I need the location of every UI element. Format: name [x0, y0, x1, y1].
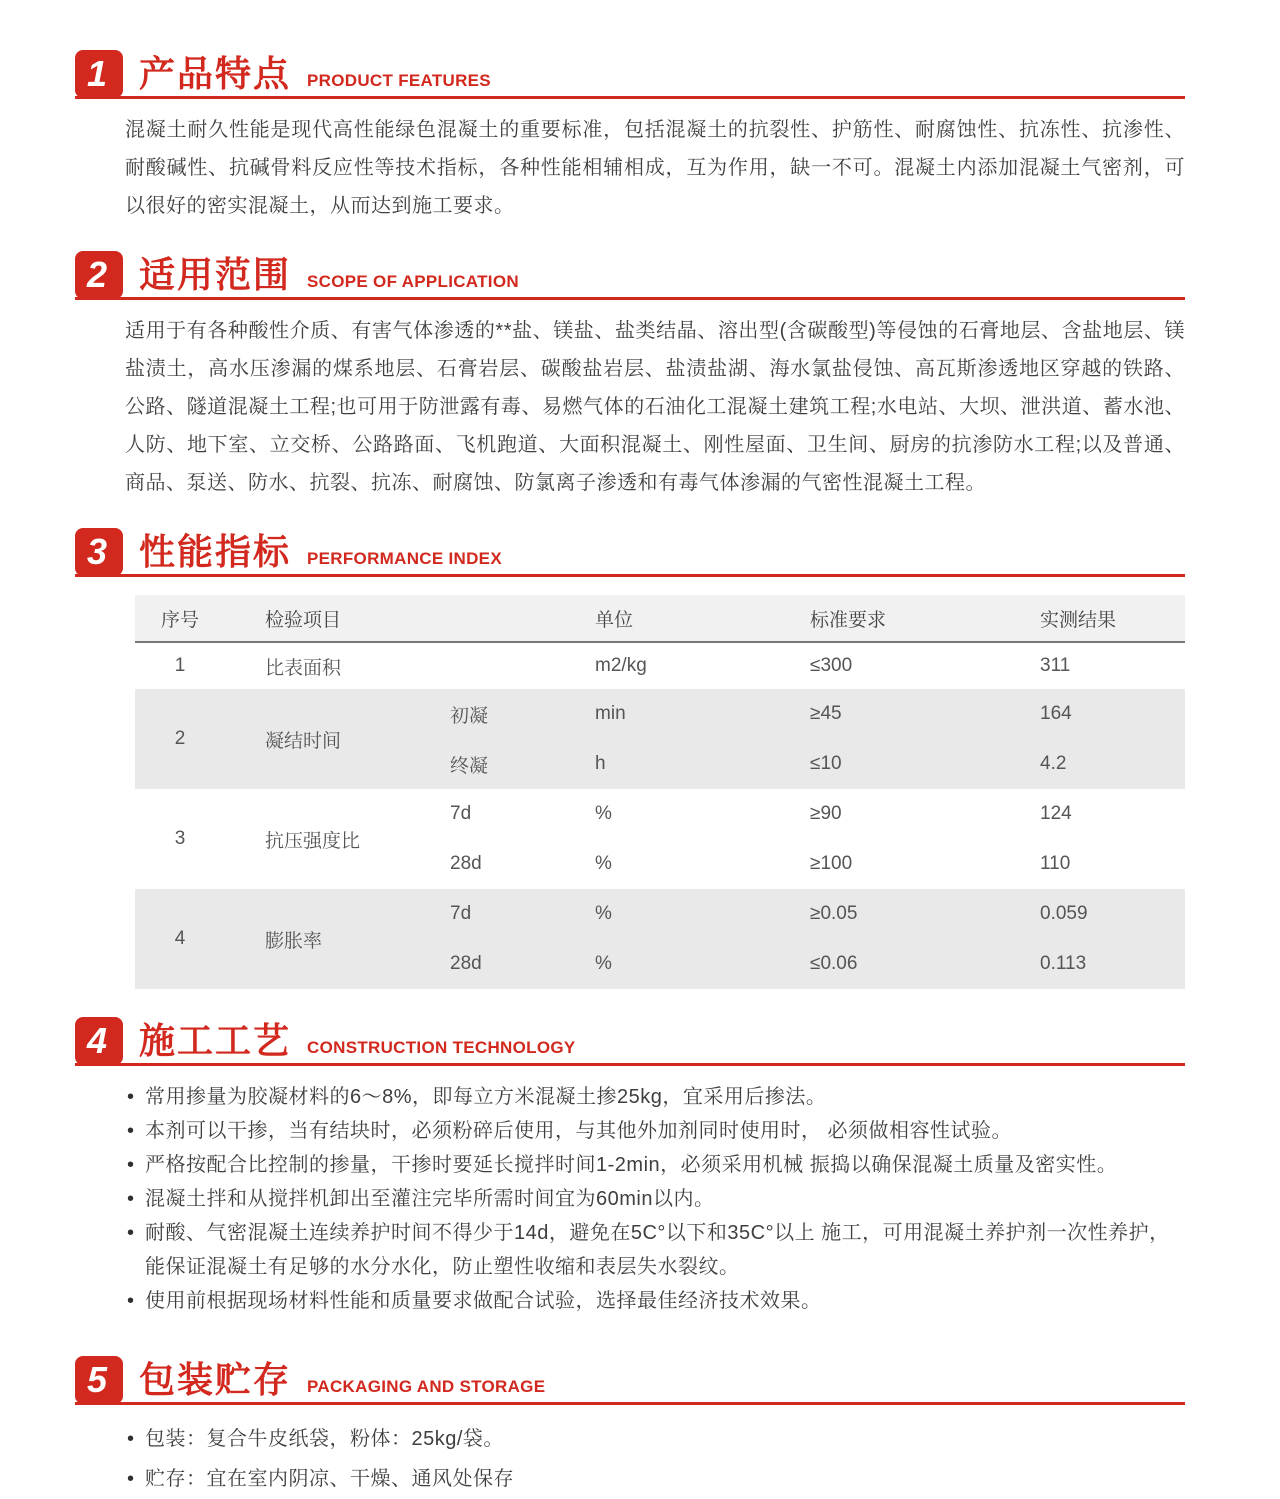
section-body-text: 混凝土耐久性能是现代高性能绿色混凝土的重要标准，包括混凝土的抗裂性、护筋性、耐腐蚀性、抗冻性、抗渗性、耐酸碱性、抗碱骨料反应性等技术指标，各种性能相辅相成，互为作用，缺一不可。混凝土内添加混凝土气密剂，可以很好的密实混凝土，从而达到施工要求。 — [125, 119, 1185, 217]
section-header — [75, 50, 1185, 99]
section-title-zh: 产品特点 — [139, 53, 292, 94]
bullet-item: • 贮存：宜在室内阴凉、干燥、通风处保存 — [125, 1459, 1185, 1499]
table-cell: % — [595, 903, 612, 924]
table-row — [135, 789, 1185, 839]
table-row — [135, 889, 1185, 939]
table-cell: min — [595, 703, 626, 724]
table-cell: 28d — [450, 853, 482, 874]
table-cell: ≤10 — [810, 753, 842, 774]
table-header-cell: 检验项目 — [265, 609, 342, 631]
table-cell: 膨胀率 — [265, 930, 323, 952]
section-title-zh: 包装贮存 — [139, 1359, 292, 1400]
table-cell: 7d — [450, 803, 472, 824]
table-cell: 0.059 — [1040, 903, 1088, 924]
section-title-en: PACKAGING AND STORAGE — [307, 1377, 546, 1396]
table-header-cell: 序号 — [160, 609, 199, 631]
table-cell: 凝结时间 — [265, 730, 342, 752]
section-body-text: 适用于有各种酸性介质、有害气体渗透的**盐、镁盐、盐类结晶、溶出型(含碳酸型)等侵蚀的石膏地层、含盐地层、镁盐渍土，高水压渗漏的煤系地层、石膏岩层、碳酸盐岩层、盐渍盐湖、海水氯盐侵蚀、高瓦斯渗透地区穿越的铁路、公路、隧道混凝土工程;也可用于防泄露有毒、易燃气体的石油化工混凝土建筑工程;水电站、大坝、泄洪道、蓄水池、人防、地下室、立交桥、公路路面、飞机跑道、大面积混凝土、刚性屋面、卫生间、厨房的抗渗防水工程;以及普通、商品、泵送、防水、抗裂、抗冻、耐腐蚀、防氯离子渗透和有毒气体渗漏的气密性混凝土工程。 — [125, 320, 1185, 494]
table-cell: 0.113 — [1040, 953, 1087, 974]
table-cell: 3 — [174, 828, 186, 849]
performance-index-table — [135, 595, 1185, 989]
bullet-item: • 常用掺量为胶凝材料的6～8%，即每立方米混凝土掺25kg，宜采用后掺法。 — [125, 1080, 1185, 1114]
table-cell: 比表面积 — [265, 657, 342, 679]
table-cell: 初凝 — [450, 705, 489, 727]
section-product-features — [75, 50, 1185, 225]
section-number-badge: 1 — [75, 50, 123, 98]
bullet-item: • 耐酸、气密混凝土连续养护时间不得少于14d，避免在5C°以下和35C°以上 施工，可用混凝土养护剂一次性养护，能保证混凝土有足够的水分水化，防止塑性收缩和表层失水裂纹。 — [125, 1216, 1185, 1284]
bullet-item: • 本剂可以干掺，当有结块时，必须粉碎后使用，与其他外加剂同时使用时， 必须做相容性试验。 — [125, 1114, 1185, 1148]
table-cell: % — [595, 953, 612, 974]
section-title-en: PERFORMANCE INDEX — [307, 549, 502, 568]
section-number-badge: 5 — [75, 1356, 123, 1404]
table-header-cell: 实测结果 — [1040, 609, 1117, 631]
table-cell: m2/kg — [595, 655, 647, 676]
section-title-zh: 适用范围 — [139, 254, 292, 295]
table-cell: 311 — [1040, 655, 1071, 676]
table-cell: 110 — [1040, 853, 1071, 874]
section-number-badge: 4 — [75, 1017, 123, 1065]
table-row — [135, 689, 1185, 739]
table-header-cell: 标准要求 — [810, 609, 887, 631]
table-cell: 7d — [450, 903, 472, 924]
table-cell: 1 — [174, 655, 186, 676]
section-title-en: PRODUCT FEATURES — [307, 71, 491, 90]
table-cell: 124 — [1040, 803, 1072, 824]
section-header — [75, 1356, 1185, 1405]
table-cell: ≤300 — [810, 655, 853, 676]
table-header-cell: 单位 — [595, 609, 634, 631]
table-cell: % — [595, 803, 612, 824]
section-title-zh: 施工工艺 — [139, 1020, 292, 1061]
table-row — [135, 642, 1185, 689]
section-title-en: CONSTRUCTION TECHNOLOGY — [307, 1038, 576, 1057]
table-header-row — [135, 595, 1185, 642]
table-cell: ≥45 — [810, 703, 842, 724]
section-header — [75, 528, 1185, 577]
bullet-item: • 包装：复合牛皮纸袋，粉体：25kg/袋。 — [125, 1419, 1185, 1459]
table-cell: ≥100 — [810, 853, 853, 874]
table-cell: % — [595, 853, 612, 874]
section-packaging-and-storage — [75, 1356, 1185, 1499]
section-performance-index — [75, 528, 1185, 989]
section-scope-of-application — [75, 251, 1185, 502]
section-number-badge: 2 — [75, 251, 123, 299]
section-title-zh: 性能指标 — [139, 531, 292, 572]
table-cell: 164 — [1040, 703, 1072, 724]
section-header — [75, 251, 1185, 300]
section-number-badge: 3 — [75, 528, 123, 576]
table-cell: 28d — [450, 953, 482, 974]
bullet-item: • 严格按配合比控制的掺量，干掺时要延长搅拌时间1-2min，必须采用机械 振捣以确保混凝土质量及密实性。 — [125, 1148, 1185, 1182]
section-title-en: SCOPE OF APPLICATION — [307, 272, 519, 291]
table-cell: 抗压强度比 — [265, 830, 361, 852]
table-cell: 4 — [174, 928, 186, 949]
packaging-bullet-list — [125, 1419, 1185, 1499]
table-cell: ≤0.06 — [810, 953, 858, 974]
table-cell: ≥0.05 — [810, 903, 858, 924]
table-cell: 2 — [174, 728, 186, 749]
table-cell: ≥90 — [810, 803, 842, 824]
bullet-item: • 使用前根据现场材料性能和质量要求做配合试验，选择最佳经济技术效果。 — [125, 1284, 1185, 1318]
bullet-item: • 混凝土拌和从搅拌机卸出至灌注完毕所需时间宜为60min以内。 — [125, 1182, 1185, 1216]
table-cell: 终凝 — [450, 755, 489, 777]
table-cell: h — [595, 753, 606, 774]
construction-bullet-list — [125, 1080, 1185, 1318]
table-cell: 4.2 — [1040, 753, 1067, 774]
section-construction-technology — [75, 1017, 1185, 1318]
section-header — [75, 1017, 1185, 1066]
